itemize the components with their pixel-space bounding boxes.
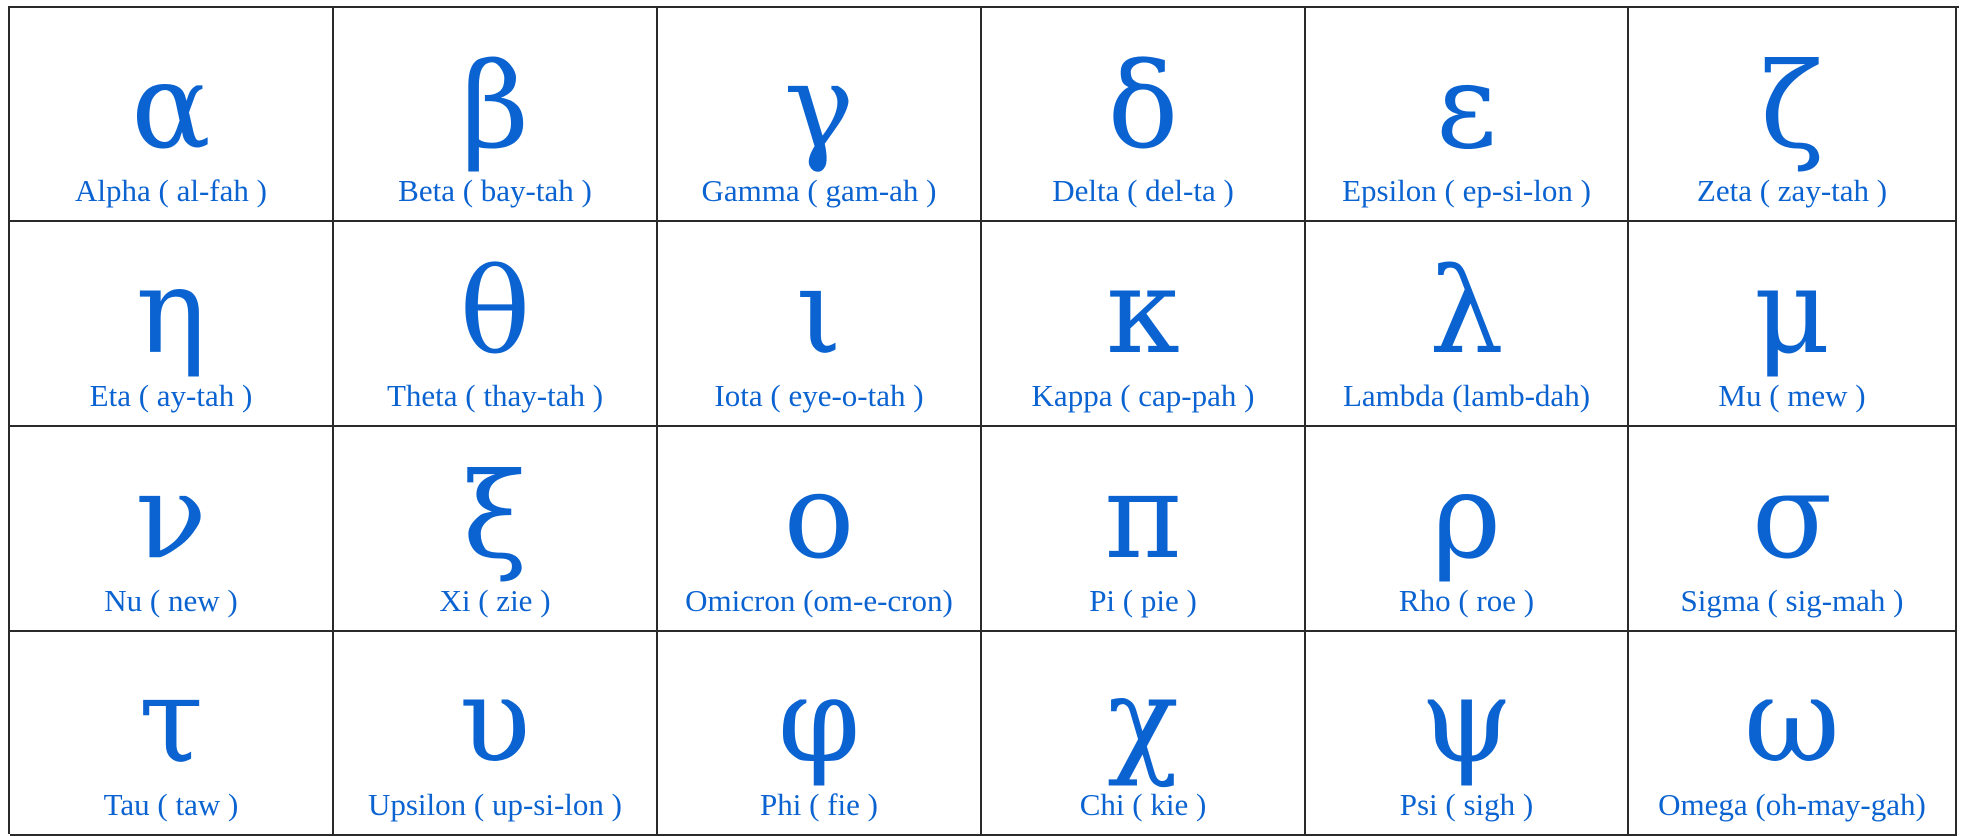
letter-name: Iota ( eye-o-tah ) (714, 378, 924, 413)
letter-cell-psi (1306, 632, 1629, 836)
letter-glyph: α (131, 37, 211, 175)
letter-cell-lambda (1306, 222, 1629, 427)
letter-glyph: μ (1753, 242, 1831, 380)
greek-alphabet-grid (8, 6, 1959, 834)
letter-name: Zeta ( zay-tah ) (1696, 173, 1888, 208)
letter-cell-eta (10, 222, 334, 427)
letter-name: Xi ( zie ) (439, 583, 551, 618)
letter-cell-theta (334, 222, 658, 427)
letter-glyph: τ (138, 651, 204, 789)
letter-cell-tau (10, 632, 334, 836)
letter-glyph: ρ (1431, 447, 1502, 585)
letter-cell-pi (982, 427, 1306, 632)
letter-glyph: γ (783, 37, 855, 175)
letter-name: Omicron (om-e-cron) (685, 583, 953, 618)
letter-glyph: ι (795, 242, 843, 380)
letter-name: Phi ( fie ) (760, 787, 878, 822)
letter-cell-xi (334, 427, 658, 632)
letter-name: Beta ( bay-tah ) (398, 173, 592, 208)
letter-cell-zeta (1629, 8, 1957, 222)
letter-cell-nu (10, 427, 334, 632)
letter-cell-beta (334, 8, 658, 222)
letter-glyph: φ (777, 651, 861, 789)
letter-glyph: λ (1429, 242, 1504, 380)
letter-name: Psi ( sigh ) (1399, 787, 1534, 822)
letter-name: Theta ( thay-tah ) (386, 378, 604, 413)
letter-cell-chi (982, 632, 1306, 836)
letter-glyph: η (135, 242, 207, 380)
letter-cell-iota (658, 222, 982, 427)
letter-glyph: δ (1107, 37, 1179, 175)
letter-name: Upsilon ( up-si-lon ) (367, 787, 622, 822)
letter-name: Rho ( roe ) (1398, 583, 1535, 618)
letter-name: Pi ( pie ) (1089, 583, 1197, 618)
letter-name: Gamma ( gam-ah ) (701, 173, 937, 208)
letter-cell-omega (1629, 632, 1957, 836)
letter-cell-phi (658, 632, 982, 836)
letter-glyph: κ (1106, 242, 1180, 380)
letter-glyph: π (1104, 447, 1182, 585)
letter-glyph: ω (1743, 651, 1841, 789)
letter-cell-rho (1306, 427, 1629, 632)
letter-name: Eta ( ay-tah ) (89, 378, 253, 413)
letter-glyph: θ (459, 242, 531, 380)
letter-glyph: υ (459, 651, 531, 789)
letter-glyph: ψ (1420, 651, 1513, 789)
letter-name: Omega (oh-may-gah) (1658, 787, 1926, 822)
letter-name: Delta ( del-ta ) (1052, 173, 1234, 208)
letter-glyph: σ (1751, 447, 1833, 585)
letter-cell-epsilon (1306, 8, 1629, 222)
letter-cell-upsilon (334, 632, 658, 836)
letter-name: Nu ( new ) (104, 583, 238, 618)
letter-glyph: ζ (1760, 37, 1824, 175)
letter-cell-alpha (10, 8, 334, 222)
letter-name: Chi ( kie ) (1079, 787, 1207, 822)
letter-cell-kappa (982, 222, 1306, 427)
letter-cell-omicron (658, 427, 982, 632)
letter-cell-sigma (1629, 427, 1957, 632)
letter-glyph: χ (1107, 651, 1179, 789)
letter-glyph: ε (1435, 37, 1498, 175)
letter-name: Tau ( taw ) (103, 787, 239, 822)
letter-glyph: ξ (462, 447, 528, 585)
letter-cell-gamma (658, 8, 982, 222)
letter-name: Mu ( mew ) (1718, 378, 1866, 413)
letter-cell-delta (982, 8, 1306, 222)
letter-glyph: ν (135, 447, 207, 585)
letter-name: Lambda (lamb-dah) (1342, 378, 1591, 413)
letter-name: Sigma ( sig-mah ) (1680, 583, 1904, 618)
letter-cell-mu (1629, 222, 1957, 427)
letter-name: Epsilon ( ep-si-lon ) (1342, 173, 1591, 208)
letter-glyph: β (460, 37, 530, 175)
letter-name: Kappa ( cap-pah ) (1031, 378, 1255, 413)
letter-glyph: ο (783, 447, 855, 585)
letter-name: Alpha ( al-fah ) (75, 173, 267, 208)
